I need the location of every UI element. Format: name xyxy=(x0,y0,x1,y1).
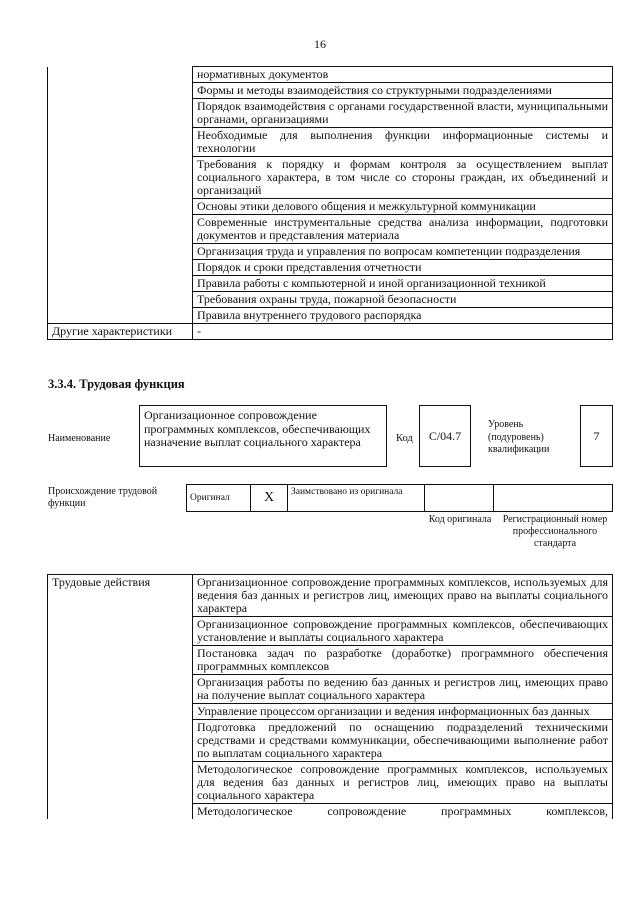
requirement-item: Требования к порядку и формам контроля за осуществлением выплат социального характера, в том числе со стороны граждан, их объединений и организаций xyxy=(193,157,613,199)
requirement-item: Формы и методы взаимодействия со структурными подразделениями xyxy=(193,83,613,99)
requirement-item: нормативных документов xyxy=(193,67,613,83)
borrowed-label: Заимствовано из оригинала xyxy=(288,485,425,512)
qualification-level-label: Уровень (подуровень) квалификации xyxy=(488,419,550,455)
reg-number-cell xyxy=(494,485,613,512)
table-row xyxy=(48,575,613,617)
requirement-item: Основы этики делового общения и межкультурной коммуникации xyxy=(193,199,613,215)
requirements-table xyxy=(47,66,613,340)
requirement-item: Необходимые для выполнения функции информационные системы и технологии xyxy=(193,128,613,157)
labor-action-item: Подготовка предложений по оснащению подразделений техническими средствами и средствами коммуникации, обеспечивающими выполнение работ по выплатам социального характера xyxy=(193,720,613,762)
function-code-box: С/04.7 xyxy=(419,405,471,467)
labor-action-item: Методологическое сопровождение программных комплексов, используемых для ведения баз данных и регистров лиц, имеющих право на выплаты социального характера xyxy=(193,762,613,804)
labor-action-item: Организационное сопровождение программных комплексов, используемых для ведения баз данных и регистров лиц, имеющих право на выплаты социального характера xyxy=(193,575,613,617)
labor-action-item: Организация работы по ведению баз данных и регистров лиц, имеющих право на получение выплат социального характера xyxy=(193,675,613,704)
requirement-item: Порядок взаимодействия с органами государственной власти, муниципальными органами, организациями xyxy=(193,99,613,128)
requirements-label-cell xyxy=(48,67,193,324)
other-characteristics-label: Другие характеристики xyxy=(48,324,193,340)
labor-action-item: Методологическое сопровождение программных комплексов, xyxy=(193,804,613,820)
labor-action-item: Организационное сопровождение программных комплексов, обеспечивающих установление и выплаты социального характера xyxy=(193,617,613,646)
function-name-box: Организационное сопровождение программных комплексов, обеспечивающих назначение выплат социального характера xyxy=(139,405,387,467)
requirement-item: Организация труда и управления по вопросам компетенции подразделения xyxy=(193,244,613,260)
reg-number-label: Регистрационный номер профессионального стандарта xyxy=(502,514,608,549)
requirement-item: Правила работы с компьютерной и иной организационной техникой xyxy=(193,276,613,292)
requirement-item: Порядок и сроки представления отчетности xyxy=(193,260,613,276)
original-mark: X xyxy=(251,485,288,512)
requirement-item: Правила внутреннего трудового распорядка xyxy=(193,308,613,324)
labor-actions-table xyxy=(47,574,613,819)
qualification-level-box: 7 xyxy=(580,405,613,467)
table-row xyxy=(48,67,613,83)
labor-action-item: Постановка задач по разработке (доработке) программного обеспечения программных комплексов xyxy=(193,646,613,675)
name-label: Наименование xyxy=(48,433,111,444)
labor-action-item: Управление процессом организации и ведения информационных баз данных xyxy=(193,704,613,720)
original-label: Оригинал xyxy=(187,485,251,512)
labor-actions-label: Трудовые действия xyxy=(48,575,193,820)
table-row xyxy=(48,324,613,340)
other-characteristics-value: - xyxy=(193,324,613,340)
page-number: 16 xyxy=(314,37,326,51)
code-original-cell xyxy=(425,485,494,512)
requirement-item: Требования охраны труда, пожарной безопасности xyxy=(193,292,613,308)
code-label: Код xyxy=(396,433,413,444)
table-row xyxy=(187,485,613,512)
section-title: 3.3.4. Трудовая функция xyxy=(48,377,185,391)
origin-label: Происхождение трудовой функции xyxy=(48,486,158,509)
requirement-item: Современные инструментальные средства анализа информации, подготовки документов и представления материала xyxy=(193,215,613,244)
code-original-label: Код оригинала xyxy=(428,514,492,525)
origin-table xyxy=(186,484,613,512)
